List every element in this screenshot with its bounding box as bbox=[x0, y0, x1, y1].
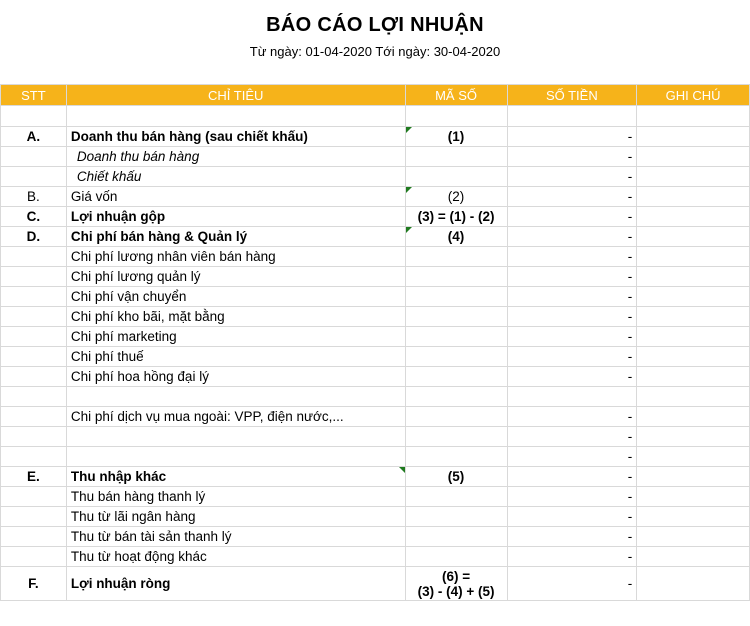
table-header-row bbox=[1, 85, 750, 106]
cell[interactable] bbox=[66, 106, 405, 127]
table-row bbox=[1, 427, 750, 447]
row-note[interactable] bbox=[637, 347, 750, 367]
row-code[interactable] bbox=[405, 487, 507, 507]
table-row bbox=[1, 367, 750, 387]
report-title: BÁO CÁO LỢI NHUẬN bbox=[266, 14, 484, 36]
table-row bbox=[1, 507, 750, 527]
row-amount[interactable]: - bbox=[507, 487, 637, 507]
table-row bbox=[1, 527, 750, 547]
row-code[interactable] bbox=[405, 567, 507, 601]
row-note[interactable] bbox=[637, 247, 750, 267]
cell[interactable] bbox=[1, 106, 67, 127]
row-label[interactable]: Giá vốn bbox=[66, 187, 405, 207]
row-label[interactable]: Chi phí dịch vụ mua ngoài: VPP, điện nước,... bbox=[66, 407, 405, 427]
row-amount[interactable]: - bbox=[507, 367, 637, 387]
row-amount[interactable]: - bbox=[507, 307, 637, 327]
row-code-line1: (6) = bbox=[441, 568, 471, 584]
row-label[interactable]: Thu từ lãi ngân hàng bbox=[66, 507, 405, 527]
row-amount[interactable]: - bbox=[507, 427, 637, 447]
row-amount[interactable]: - bbox=[507, 187, 637, 207]
table-row bbox=[1, 187, 750, 207]
row-amount[interactable]: - bbox=[507, 247, 637, 267]
row-stt[interactable] bbox=[1, 147, 67, 167]
row-stt[interactable] bbox=[1, 247, 67, 267]
comment-indicator-icon bbox=[406, 187, 412, 193]
row-amount[interactable]: - bbox=[507, 267, 637, 287]
row-amount[interactable]: - bbox=[507, 287, 637, 307]
row-label[interactable] bbox=[66, 447, 405, 467]
row-note[interactable] bbox=[637, 527, 750, 547]
table-row bbox=[1, 327, 750, 347]
row-label[interactable]: Doanh thu bán hàng (sau chiết khấu) bbox=[66, 127, 405, 147]
row-code[interactable] bbox=[405, 447, 507, 467]
row-amount[interactable]: - bbox=[507, 447, 637, 467]
row-note[interactable] bbox=[637, 427, 750, 447]
row-note[interactable] bbox=[637, 187, 750, 207]
row-code-line2: (3) - (4) + (5) bbox=[417, 583, 495, 599]
row-note[interactable] bbox=[637, 467, 750, 487]
row-amount[interactable]: - bbox=[507, 147, 637, 167]
row-code[interactable] bbox=[405, 427, 507, 447]
comment-indicator-icon bbox=[399, 467, 405, 473]
col-header-ghi-chu: GHI CHÚ bbox=[637, 85, 750, 106]
comment-indicator-icon bbox=[406, 127, 412, 133]
row-code[interactable] bbox=[405, 167, 507, 187]
row-code[interactable] bbox=[405, 227, 507, 247]
row-amount[interactable]: - bbox=[507, 567, 637, 601]
table-row bbox=[1, 547, 750, 567]
row-code[interactable] bbox=[405, 187, 507, 207]
col-header-chi-tieu: CHỈ TIÊU bbox=[66, 85, 405, 106]
row-label[interactable]: Chi phí lương nhân viên bán hàng bbox=[66, 247, 405, 267]
row-stt[interactable]: A. bbox=[1, 127, 67, 147]
row-stt[interactable]: F. bbox=[1, 567, 67, 601]
row-stt[interactable] bbox=[1, 427, 67, 447]
table-row bbox=[1, 307, 750, 327]
col-header-ma-so: MÃ SỐ bbox=[405, 85, 507, 106]
row-note[interactable] bbox=[637, 207, 750, 227]
row-label[interactable]: Chi phí vận chuyển bbox=[66, 287, 405, 307]
row-code-text: (1) bbox=[447, 129, 465, 144]
row-code[interactable] bbox=[405, 347, 507, 367]
cell bbox=[66, 387, 405, 407]
row-note[interactable] bbox=[637, 167, 750, 187]
row-code[interactable] bbox=[405, 287, 507, 307]
row-stt[interactable] bbox=[1, 547, 67, 567]
table-row bbox=[1, 247, 750, 267]
row-note[interactable] bbox=[637, 307, 750, 327]
row-note[interactable] bbox=[637, 487, 750, 507]
row-code[interactable] bbox=[405, 367, 507, 387]
row-amount[interactable]: - bbox=[507, 527, 637, 547]
row-label-text: Thu nhập khác bbox=[70, 469, 167, 484]
table-row bbox=[1, 487, 750, 507]
report-date-range: Từ ngày: 01-04-2020 Tới ngày: 30-04-2020 bbox=[249, 44, 501, 59]
row-label[interactable]: Chi phí hoa hồng đại lý bbox=[66, 367, 405, 387]
cell bbox=[507, 387, 637, 407]
col-header-stt: STT bbox=[1, 85, 67, 106]
cell bbox=[637, 387, 750, 407]
row-label[interactable] bbox=[66, 427, 405, 447]
table-row bbox=[1, 287, 750, 307]
table-row bbox=[1, 267, 750, 287]
row-amount[interactable]: - bbox=[507, 547, 637, 567]
row-stt[interactable] bbox=[1, 367, 67, 387]
table-row bbox=[1, 447, 750, 467]
row-code[interactable] bbox=[405, 547, 507, 567]
row-stt[interactable] bbox=[1, 507, 67, 527]
comment-indicator-icon bbox=[406, 227, 412, 233]
row-code[interactable] bbox=[405, 147, 507, 167]
table-row bbox=[1, 147, 750, 167]
row-note[interactable] bbox=[637, 547, 750, 567]
row-stt[interactable] bbox=[1, 287, 67, 307]
row-note[interactable] bbox=[637, 227, 750, 247]
row-label[interactable]: Chi phí marketing bbox=[66, 327, 405, 347]
row-amount[interactable]: - bbox=[507, 167, 637, 187]
row-code[interactable] bbox=[405, 507, 507, 527]
row-label[interactable]: Thu bán hàng thanh lý bbox=[66, 487, 405, 507]
row-stt[interactable] bbox=[1, 307, 67, 327]
row-label[interactable]: Doanh thu bán hàng bbox=[66, 147, 405, 167]
cell[interactable] bbox=[507, 106, 637, 127]
row-code[interactable]: (5) bbox=[405, 467, 507, 487]
row-code[interactable] bbox=[405, 267, 507, 287]
row-stt[interactable] bbox=[1, 347, 67, 367]
cell[interactable] bbox=[405, 106, 507, 127]
row-stt[interactable] bbox=[1, 527, 67, 547]
table-row bbox=[1, 127, 750, 147]
row-label[interactable]: Chiết khấu bbox=[66, 167, 405, 187]
row-stt[interactable] bbox=[1, 327, 67, 347]
row-code[interactable] bbox=[405, 527, 507, 547]
row-note[interactable] bbox=[637, 447, 750, 467]
row-label[interactable]: Chi phí kho bãi, mặt bằng bbox=[66, 307, 405, 327]
row-note[interactable] bbox=[637, 147, 750, 167]
row-amount[interactable]: - bbox=[507, 227, 637, 247]
row-note[interactable] bbox=[637, 407, 750, 427]
row-code[interactable] bbox=[405, 407, 507, 427]
cell[interactable] bbox=[637, 106, 750, 127]
row-amount[interactable]: - bbox=[507, 327, 637, 347]
table-row bbox=[1, 467, 750, 487]
row-stt[interactable] bbox=[1, 447, 67, 467]
row-stt[interactable] bbox=[1, 167, 67, 187]
table-row bbox=[1, 567, 750, 601]
row-label[interactable]: Thu từ hoạt động khác bbox=[66, 547, 405, 567]
row-note[interactable] bbox=[637, 367, 750, 387]
table-row bbox=[1, 227, 750, 247]
row-code-text: (2) bbox=[447, 189, 465, 204]
table-row bbox=[1, 167, 750, 187]
table-row-spacer bbox=[1, 387, 750, 407]
row-stt[interactable]: E. bbox=[1, 467, 67, 487]
row-code[interactable] bbox=[405, 307, 507, 327]
table-row bbox=[1, 106, 750, 127]
row-note[interactable] bbox=[637, 567, 750, 601]
row-stt[interactable] bbox=[1, 487, 67, 507]
row-stt[interactable] bbox=[1, 407, 67, 427]
row-label[interactable]: Chi phí thuế bbox=[66, 347, 405, 367]
row-amount[interactable]: - bbox=[507, 207, 637, 227]
table-row bbox=[1, 207, 750, 227]
table-row bbox=[1, 347, 750, 367]
row-note[interactable] bbox=[637, 507, 750, 527]
row-label[interactable]: Lợi nhuận gộp bbox=[66, 207, 405, 227]
table-row bbox=[1, 407, 750, 427]
row-note[interactable] bbox=[637, 267, 750, 287]
row-amount[interactable]: - bbox=[507, 407, 637, 427]
row-code[interactable] bbox=[405, 247, 507, 267]
col-header-so-tien: SỐ TIỀN bbox=[507, 85, 637, 106]
row-label[interactable]: Chi phí bán hàng & Quản lý bbox=[66, 227, 405, 247]
row-stt[interactable] bbox=[1, 267, 67, 287]
row-note[interactable] bbox=[637, 327, 750, 347]
row-code[interactable] bbox=[405, 127, 507, 147]
row-code[interactable] bbox=[405, 327, 507, 347]
row-code-text: (4) bbox=[447, 229, 465, 244]
row-amount[interactable]: - bbox=[507, 347, 637, 367]
row-amount[interactable]: - bbox=[507, 507, 637, 527]
row-label[interactable]: Chi phí lương quản lý bbox=[66, 267, 405, 287]
row-label[interactable]: Lợi nhuận ròng bbox=[66, 567, 405, 601]
row-amount[interactable]: - bbox=[507, 467, 637, 487]
row-stt[interactable]: C. bbox=[1, 207, 67, 227]
row-amount[interactable]: - bbox=[507, 127, 637, 147]
row-note[interactable] bbox=[637, 287, 750, 307]
row-code[interactable]: (3) = (1) - (2) bbox=[405, 207, 507, 227]
profit-report-table bbox=[0, 84, 750, 601]
row-note[interactable] bbox=[637, 127, 750, 147]
cell bbox=[405, 387, 507, 407]
row-stt[interactable]: B. bbox=[1, 187, 67, 207]
row-label[interactable]: Thu từ bán tài sản thanh lý bbox=[66, 527, 405, 547]
row-stt[interactable]: D. bbox=[1, 227, 67, 247]
cell bbox=[1, 387, 67, 407]
row-label[interactable] bbox=[66, 467, 405, 487]
